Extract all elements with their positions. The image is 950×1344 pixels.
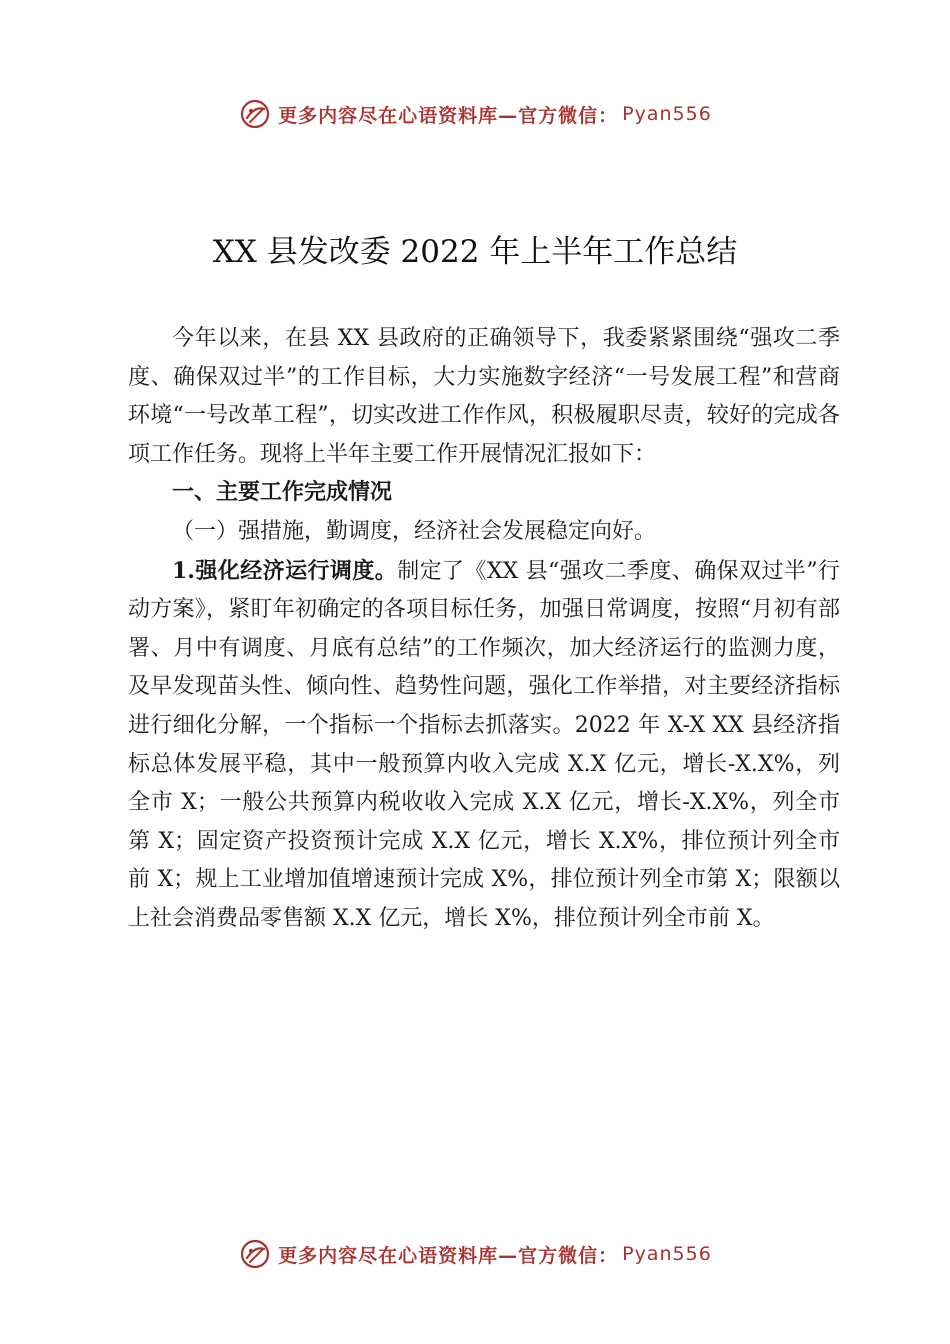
document-title: XX 县发改委 2022 年上半年工作总结 <box>212 234 738 270</box>
watermark-footer <box>0 1234 950 1274</box>
item-body: 制定了《XX 县“强攻二季度、确保双过半”行动方案》，紧盯年初确定的各项目标任务，加强日常调度，按照“月初有部署、月中有调度、月底有总结”的工作频次，加大经济运行的监测力度，及早发现苗头性、倾向性、趋势性问题，强化工作举措，对主要经济指标进行细化分解，一个指标一个指标去抓落实。2022 年 X-X XX 县经济指标总体发展平稳，其中一般预算内收入完成 X.X 亿元，增长-X.X%，列全市 X；一般公共预算内税收收入完成 X.X 亿元，增长-X.X%，列全市第 X；固定资产投资预计完成 X.X 亿元，增长 X.X%，排位预计列全市前 X；规上工业增加值增速预计完成 X%，排位预计列全市第 X；限额以上社会消费品零售额 X.X 亿元，增长 X%，排位预计列全市前 X。 <box>128 558 840 931</box>
intro-paragraph: 今年以来，在县 XX 县政府的正确领导下，我委紧紧围绕“强攻二季度、确保双过半”的工作目标，大力实施数字经济“一号发展工程”和营商环境“一号改革工程”，切实改进工作作风，积极履职尽责，较好的完成各项工作任务。现将上半年主要工作开展情况汇报如下： <box>128 326 840 467</box>
brand-logo-icon <box>238 97 272 131</box>
document-body <box>128 320 840 939</box>
watermark-wechat-id: Pyan556 <box>622 1243 712 1265</box>
subsection-heading: （一）强措施，勤调度，经济社会发展稳定向好。 <box>172 518 657 544</box>
watermark-wechat-id: Pyan556 <box>622 103 712 125</box>
watermark-text: 更多内容尽在心语资料库—官方微信： <box>278 1244 619 1267</box>
section-heading: 一、主要工作完成情况 <box>172 480 393 506</box>
watermark-text: 更多内容尽在心语资料库—官方微信： <box>278 104 619 127</box>
item-lead: 1.强化经济运行调度。 <box>172 557 398 584</box>
watermark-header <box>0 94 950 134</box>
brand-logo-icon <box>238 1237 272 1271</box>
item-paragraph <box>128 552 840 939</box>
